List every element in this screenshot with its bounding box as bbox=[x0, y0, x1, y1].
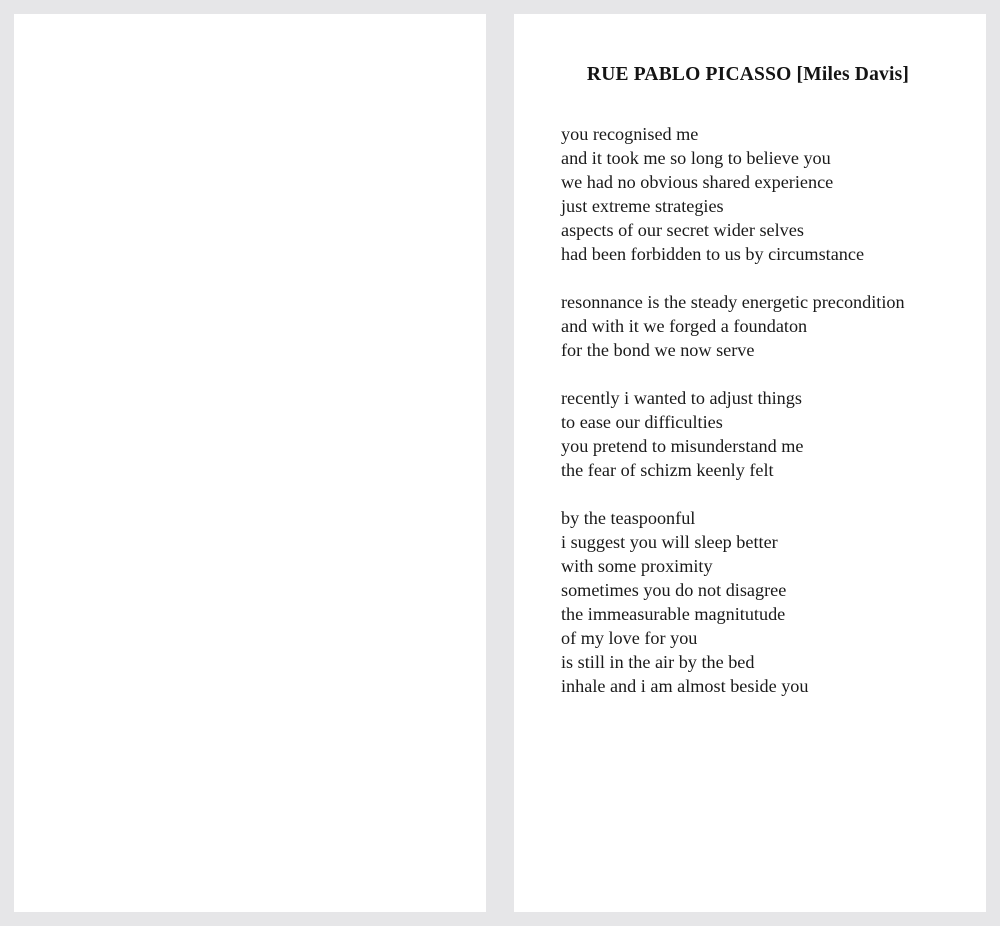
poem-line: i suggest you will sleep better bbox=[561, 532, 778, 552]
right-page bbox=[514, 14, 986, 912]
poem-line: inhale and i am almost beside you bbox=[561, 676, 809, 696]
poem-line: had been forbidden to us by circumstance bbox=[561, 244, 865, 264]
poem-line: recently i wanted to adjust things bbox=[561, 388, 802, 408]
poem-line: of my love for you bbox=[561, 628, 698, 648]
poem-line: to ease our difficulties bbox=[561, 412, 723, 432]
poem-line: just extreme strategies bbox=[561, 196, 724, 216]
poem-line: the immeasurable magnitutude bbox=[561, 604, 786, 624]
poem-line: and with it we forged a foundaton bbox=[561, 316, 808, 336]
left-page-blank bbox=[14, 14, 486, 912]
poem-line: we had no obvious shared experience bbox=[561, 172, 834, 192]
poem-stanza-2 bbox=[561, 290, 981, 362]
poem-stanza-4 bbox=[561, 506, 981, 698]
poem-body bbox=[561, 122, 981, 722]
poem-line: resonnance is the steady energetic precondition bbox=[561, 292, 905, 312]
poem-line: with some proximity bbox=[561, 556, 713, 576]
poem-line: for the bond we now serve bbox=[561, 340, 755, 360]
poem-line: sometimes you do not disagree bbox=[561, 580, 787, 600]
poem-line: aspects of our secret wider selves bbox=[561, 220, 804, 240]
poem-line: and it took me so long to believe you bbox=[561, 148, 831, 168]
poem-line: the fear of schizm keenly felt bbox=[561, 460, 774, 480]
poem-line: is still in the air by the bed bbox=[561, 652, 755, 672]
poem-line: by the teaspoonful bbox=[561, 508, 696, 528]
poem-stanza-3 bbox=[561, 386, 981, 482]
poem-title: RUE PABLO PICASSO [Miles Davis] bbox=[586, 64, 910, 85]
poem-stanza-1 bbox=[561, 122, 981, 266]
poem-line: you recognised me bbox=[561, 124, 699, 144]
poem-line: you pretend to misunderstand me bbox=[561, 436, 804, 456]
